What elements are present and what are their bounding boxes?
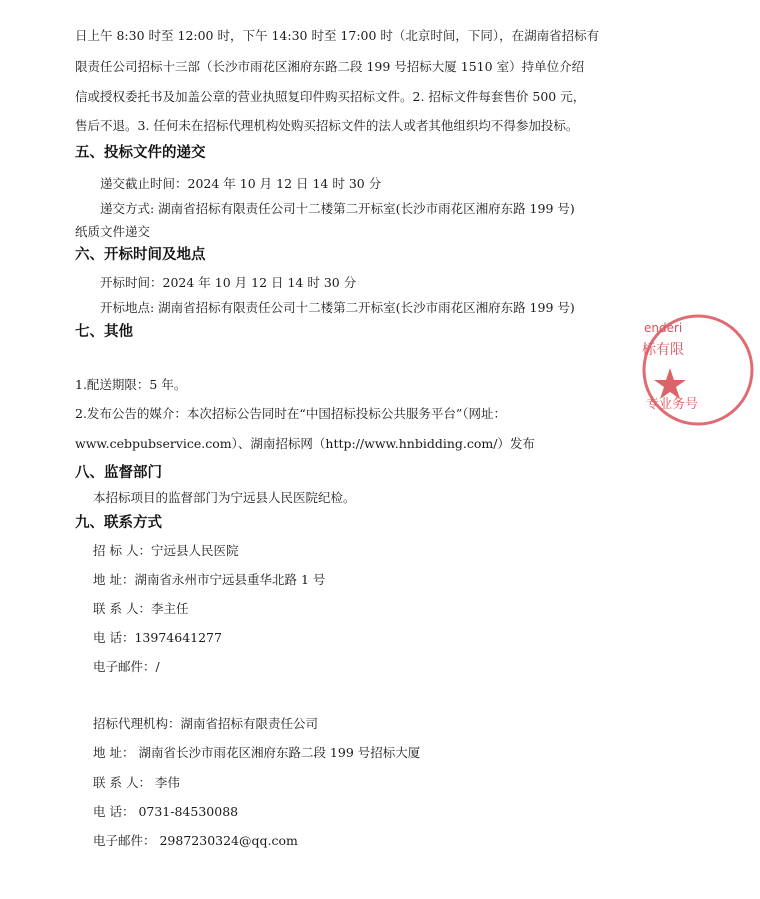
other-item-1: 1.配送期限：5 年。	[75, 377, 187, 392]
other-item-2-cont: www.cebpubservice.com）、湖南招标网（http://www.hnbidding.com/）发布	[75, 436, 535, 451]
tenderer: 招 标 人：宁远县人民医院	[93, 543, 239, 558]
section-6-heading: 六、开标时间及地点	[75, 247, 206, 263]
intro-line-1: 日上午 8:30 时至 12:00 时，下午 14:30 时至 17:00 时（北京时间，下同），在湖南省招标有	[75, 28, 600, 43]
submission-method-cont: 纸质文件递交	[75, 224, 151, 239]
submission-method: 递交方式: 湖南省招标有限责任公司十二楼第二开标室(长沙市雨花区湘府东路 199 号)	[100, 201, 575, 216]
section-5-heading: 五、投标文件的递交	[75, 145, 206, 161]
agency-address: 地 址： 湖南省长沙市雨花区湘府东路二段 199 号招标大厦	[93, 745, 421, 760]
agency-contact: 联 系 人： 李伟	[93, 775, 180, 790]
tenderer-email: 电子邮件：/	[93, 659, 160, 674]
intro-line-4: 售后不退。3. 任何未在招标代理机构处购买招标文件的法人或者其他组织均不得参加投标。	[75, 118, 579, 133]
other-item-2: 2.发布公告的媒介：本次招标公告同时在“中国招标投标公共服务平台”（网址：	[75, 406, 506, 421]
tenderer-contact: 联 系 人：李主任	[93, 601, 189, 616]
supervision-text: 本招标项目的监督部门为宁远县人民医院纪检。	[93, 490, 356, 505]
agency-name: 招标代理机构：湖南省招标有限责任公司	[93, 716, 319, 731]
stamp-text-bottom: 专业务号	[646, 397, 699, 412]
stamp-text-mid: 标有限	[642, 342, 684, 358]
agency-email: 电子邮件： 2987230324@qq.com	[93, 833, 298, 848]
section-8-heading: 八、监督部门	[75, 465, 162, 481]
company-seal-stamp	[640, 310, 760, 430]
opening-time: 开标时间：2024 年 10 月 12 日 14 时 30 分	[100, 275, 357, 290]
submission-deadline: 递交截止时间：2024 年 10 月 12 日 14 时 30 分	[100, 176, 382, 191]
intro-line-2: 限责任公司招标十三部（长沙市雨花区湘府东路二段 199 号招标大厦 1510 室）持单位介绍	[75, 59, 585, 74]
agency-phone: 电 话： 0731-84530088	[93, 804, 239, 819]
star-icon	[654, 368, 686, 399]
tenderer-phone: 电 话：13974641277	[93, 630, 222, 645]
intro-line-3: 信或授权委托书及加盖公章的营业执照复印件购买招标文件。2. 招标文件每套售价 500 元，	[75, 89, 586, 104]
section-7-heading: 七、其他	[75, 324, 133, 340]
stamp-text-top: enderi	[644, 321, 683, 335]
opening-place: 开标地点: 湖南省招标有限责任公司十二楼第二开标室(长沙市雨花区湘府东路 199 号)	[100, 300, 575, 315]
tenderer-address: 地 址：湖南省永州市宁远县重华北路 1 号	[93, 572, 326, 587]
section-9-heading: 九、联系方式	[75, 515, 162, 531]
